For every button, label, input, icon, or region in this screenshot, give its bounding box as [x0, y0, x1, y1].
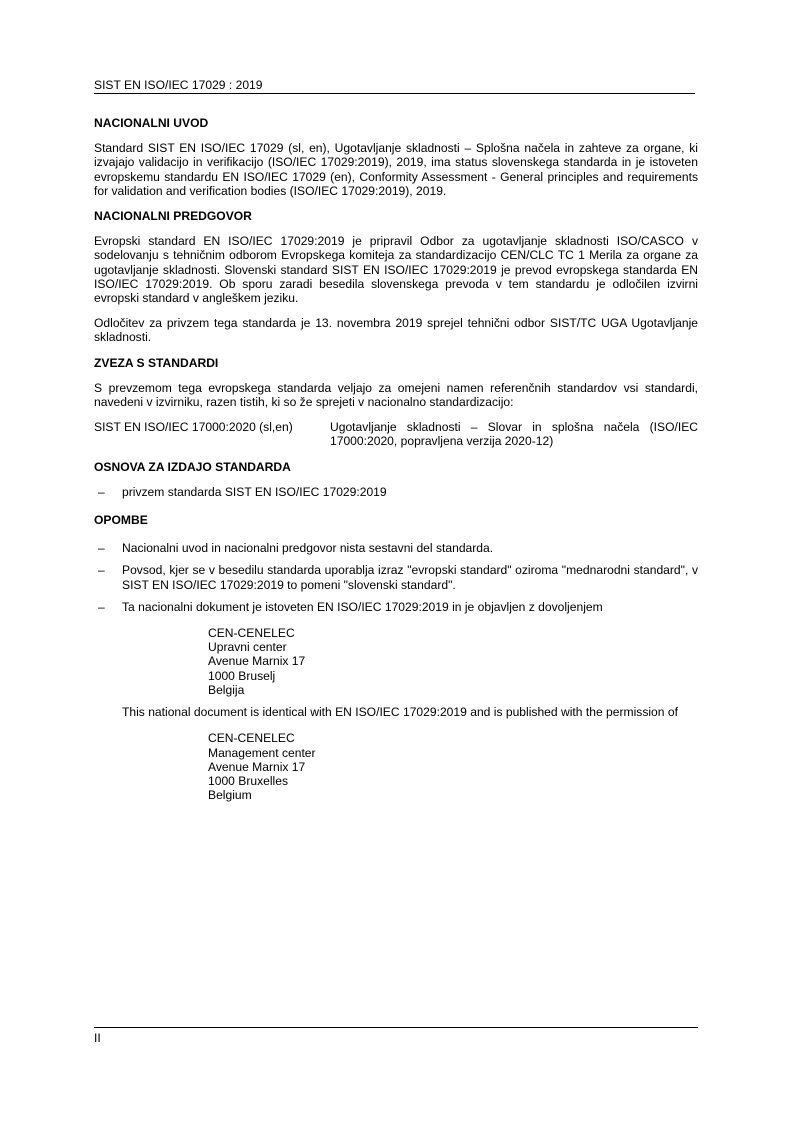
list-item-text: privzem standarda SIST EN ISO/IEC 17029:2019	[122, 484, 387, 499]
list-item-text: Ta nacionalni dokument je istoveten EN ISO/IEC 17029:2019 in je objavljen z dovoljenjem	[122, 599, 603, 614]
heading-nacionalni-predgovor: NACIONALNI PREDGOVOR	[94, 209, 252, 224]
heading-zveza-s-standardi: ZVEZA S STANDARDI	[94, 355, 219, 370]
dash-bullet: –	[98, 563, 105, 578]
predgovor-paragraph-1: Evropski standard EN ISO/IEC 17029:2019 je pripravil Odbor za ugotavljanje skladnosti ISO/CASCO v sodelovanju s tehničnim odborom Evropskega komiteja za standardizacijo CEN/CLC TC 1 Merila za organe za ugotavljanje skladnosti. Slovenski standard SIST EN ISO/IEC 17029:2019 je prevod evropskega standarda EN ISO/IEC 17029:2019. Ob sporu zaradi besedila slovenskega prevoda v tem standardu je odločilen izvirni evropski standard v angleškem jeziku.	[94, 234, 698, 306]
heading-opombe: OPOMBE	[94, 513, 148, 528]
list-item-text: Povsod, kjer se v besedilu standarda uporablja izraz "evropski standard" oziroma "mednarodni standard", v SIST EN ISO/IEC 17029:2019 to pomeni "slovenski standard".	[122, 563, 698, 592]
address-line: Belgija	[208, 682, 245, 697]
address-line: CEN-CENELEC	[208, 731, 295, 746]
header-rule	[94, 93, 695, 94]
osnova-list	[94, 485, 698, 499]
uvod-paragraph: Standard SIST EN ISO/IEC 17029 (sl, en), Ugotavljanje skladnosti – Splošna načela in zahteve za organe, ki izvajajo validacijo in verifikacijo (ISO/IEC 17029:2019), 2019, ima status slovenskega standarda in je istoveten evropskemu standardu EN ISO/IEC 17029 (en), Conformity Assessment - General principles and requirements for validation and verification bodies (ISO/IEC 17029:2019), 2019.	[94, 141, 698, 198]
footer-rule	[94, 1027, 698, 1028]
reference-standard-row	[94, 420, 698, 448]
dash-bullet: –	[98, 599, 105, 614]
reference-standard-code: SIST EN ISO/IEC 17000:2020 (sl,en)	[94, 420, 293, 435]
list-item-text: Nacionalni uvod in nacionalni predgovor nista sestavni del standarda.	[122, 541, 494, 556]
address-line: Belgium	[208, 788, 252, 803]
address-line: 1000 Bruselj	[208, 668, 276, 683]
dash-bullet: –	[98, 541, 105, 556]
heading-nacionalni-uvod: NACIONALNI UVOD	[94, 116, 209, 130]
address-line: 1000 Bruxelles	[208, 773, 289, 788]
page-number: II	[94, 1031, 101, 1045]
list-item	[94, 600, 698, 614]
permission-note-en: This national document is identical with EN ISO/IEC 17029:2019 and is published with the permission of	[122, 705, 678, 720]
running-header: SIST EN ISO/IEC 17029 : 2019	[94, 78, 263, 92]
list-item	[94, 563, 698, 591]
predgovor-paragraph-2: Odločitev za privzem tega standarda je 13. novembra 2019 sprejel tehnični odbor SIST/TC UGA Ugotavljanje skladnosti.	[94, 316, 698, 345]
address-line: Avenue Marnix 17	[208, 654, 306, 669]
list-item	[94, 485, 698, 499]
opombe-list	[94, 541, 698, 614]
address-line: Management center	[208, 745, 316, 760]
address-line: Avenue Marnix 17	[208, 759, 306, 774]
address-line: CEN-CENELEC	[208, 626, 295, 641]
address-line: Upravni center	[208, 640, 287, 655]
zveza-paragraph: S prevzemom tega evropskega standarda veljajo za omejeni namen referenčnih standardov vsi standardi, navedeni v izvirniku, razen tistih, ki so že sprejeti v nacionalno standardizacijo:	[94, 380, 698, 410]
document-body	[94, 116, 698, 802]
address-block-sl	[208, 626, 698, 697]
reference-standard-title: Ugotavljanje skladnosti – Slovar in splošna načela (ISO/IEC 17000:2020, popravljena verzija 2020-12)	[330, 420, 698, 449]
list-item	[94, 541, 698, 555]
heading-osnova-za-izdajo: OSNOVA ZA IZDAJO STANDARDA	[94, 459, 291, 474]
dash-bullet: –	[98, 484, 105, 499]
address-block-en	[208, 731, 698, 802]
